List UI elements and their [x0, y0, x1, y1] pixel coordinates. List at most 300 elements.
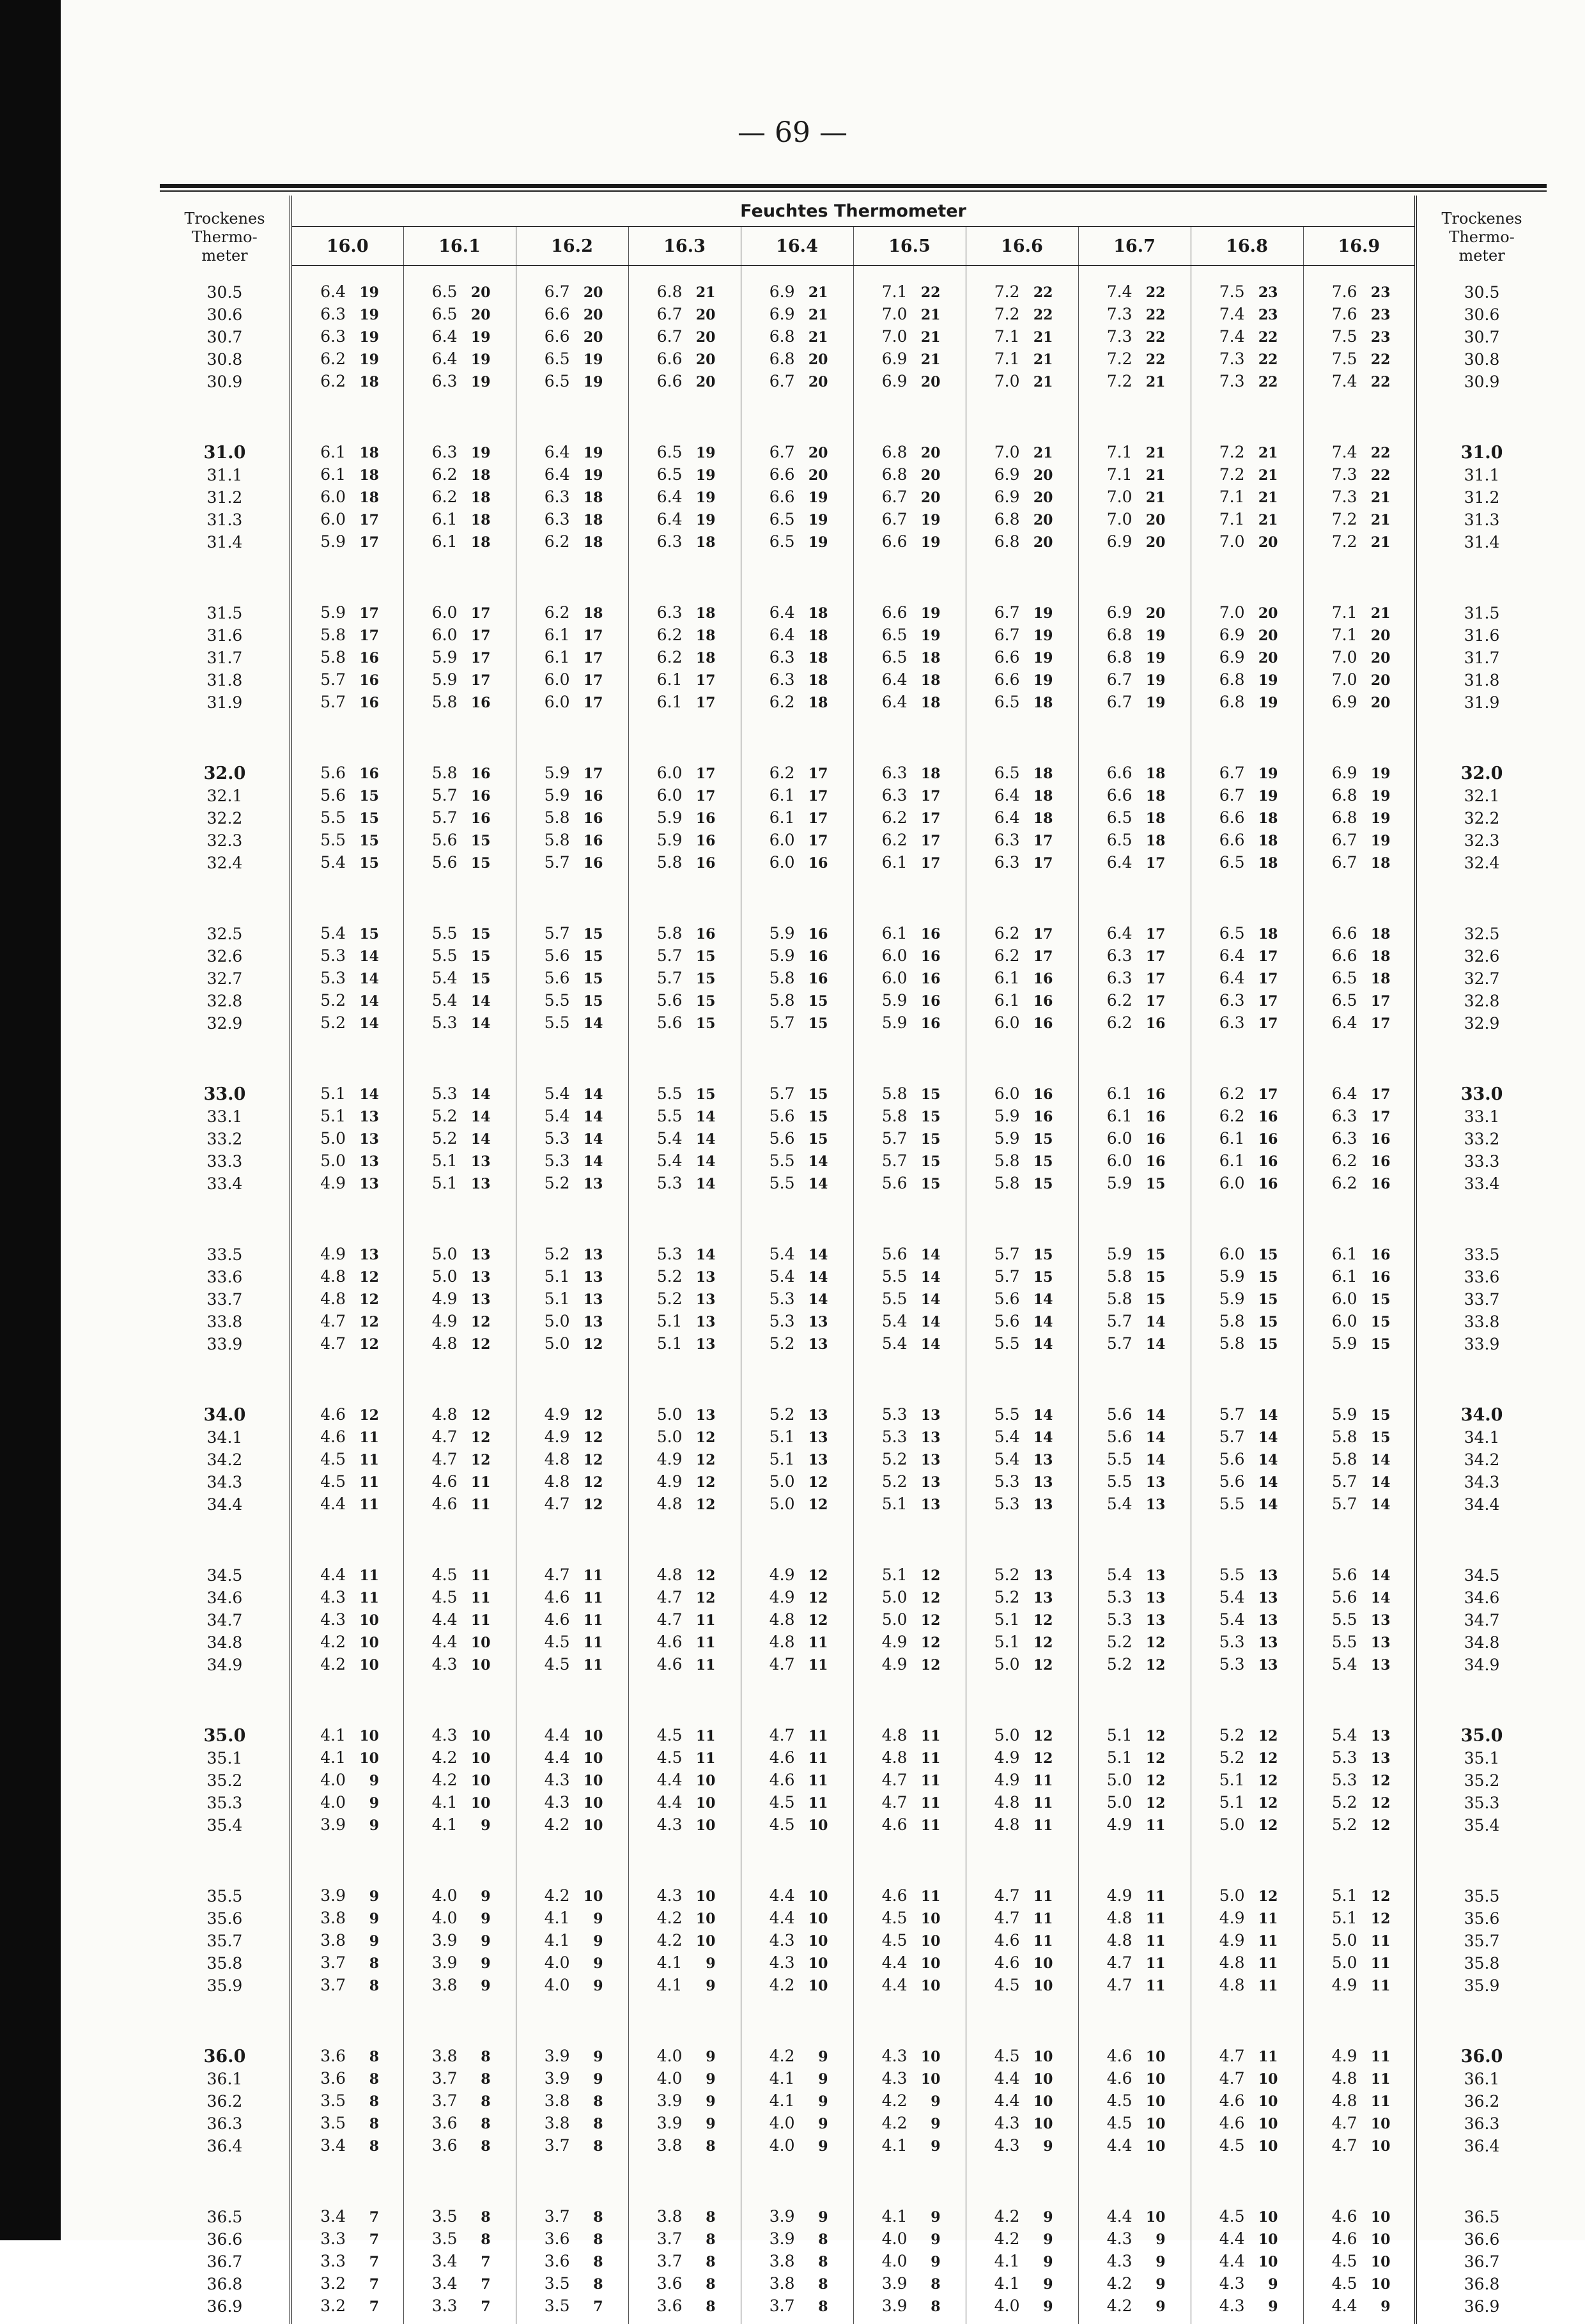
value-cell	[966, 371, 1078, 393]
table-row	[160, 1012, 1547, 1035]
value-cell	[1303, 1333, 1416, 1355]
humidity-percent: 16	[1020, 991, 1053, 1012]
humidity-percent: 10	[1245, 2069, 1278, 2090]
humidity-percent: 22	[1133, 350, 1166, 371]
humidity-percent: 15	[683, 991, 716, 1012]
vapor-value: 4.8	[516, 1449, 570, 1470]
value-cell	[291, 2135, 403, 2157]
humidity-percent: 21	[795, 327, 828, 348]
value-cell	[403, 691, 516, 714]
column-header: 16.0	[291, 227, 403, 266]
value-cell	[403, 2135, 516, 2157]
humidity-percent: 16	[570, 853, 603, 874]
value-cell	[1078, 531, 1191, 553]
value-cell	[516, 1404, 628, 1426]
vapor-value: 5.9	[1304, 1333, 1357, 1354]
spacer-cell	[741, 2157, 853, 2206]
humidity-percent: 12	[795, 1495, 828, 1516]
spacer-cell	[516, 1355, 628, 1404]
humidity-percent: 19	[908, 603, 941, 624]
value-cell	[741, 691, 853, 714]
vapor-value: 7.3	[1304, 464, 1357, 485]
value-cell	[966, 691, 1078, 714]
value-cell	[1078, 1609, 1191, 1631]
humidity-percent: 12	[795, 1610, 828, 1631]
humidity-percent: 11	[683, 1610, 716, 1631]
spacer-cell	[1416, 1355, 1547, 1404]
humidity-percent: 14	[458, 1107, 491, 1128]
value-cell	[516, 486, 628, 509]
vapor-value: 6.7	[629, 304, 683, 325]
value-cell	[628, 1654, 741, 1676]
humidity-percent: 17	[1245, 991, 1278, 1012]
humidity-percent: 8	[795, 2252, 828, 2273]
value-cell	[628, 2090, 741, 2112]
value-cell	[516, 531, 628, 553]
dry-temp-left: 32.0	[160, 762, 291, 785]
humidity-percent: 14	[908, 1289, 941, 1311]
vapor-value: 6.7	[1191, 762, 1245, 783]
value-cell	[1191, 1747, 1303, 1769]
humidity-percent: 10	[1245, 2229, 1278, 2251]
value-cell	[403, 785, 516, 807]
vapor-value: 4.0	[404, 1885, 458, 1906]
humidity-percent: 12	[908, 1610, 941, 1631]
vapor-value: 6.6	[629, 371, 683, 392]
humidity-percent: 14	[346, 991, 379, 1012]
humidity-percent: 18	[795, 670, 828, 691]
value-cell	[291, 2251, 403, 2273]
vapor-value: 6.5	[1191, 852, 1245, 873]
value-cell	[628, 1587, 741, 1609]
value-cell	[1078, 1885, 1191, 1907]
dry-temp-right: 31.4	[1416, 531, 1547, 553]
value-cell	[1078, 2206, 1191, 2228]
humidity-percent: 8	[346, 2136, 379, 2157]
value-cell	[853, 945, 966, 967]
humidity-percent: 11	[346, 1566, 379, 1587]
humidity-percent: 14	[1245, 1495, 1278, 1516]
spacer-cell	[1303, 1676, 1416, 1725]
vapor-value: 6.3	[1304, 1105, 1357, 1127]
humidity-percent: 18	[458, 488, 491, 509]
vapor-value: 4.5	[1191, 2206, 1245, 2227]
vapor-value: 6.4	[1079, 923, 1133, 944]
value-cell	[1303, 1311, 1416, 1333]
value-cell	[516, 1792, 628, 1814]
vapor-value: 4.9	[1191, 1907, 1245, 1928]
humidity-percent: 16	[1133, 1084, 1166, 1105]
spacer-cell	[160, 714, 291, 762]
value-cell	[628, 2295, 741, 2318]
dry-temp-left: 36.4	[160, 2135, 291, 2157]
value-cell	[966, 326, 1078, 348]
humidity-percent: 8	[346, 1953, 379, 1974]
humidity-percent: 10	[458, 1655, 491, 1676]
value-cell	[516, 829, 628, 852]
value-cell	[1191, 304, 1303, 326]
vapor-value: 6.0	[516, 691, 570, 712]
value-cell	[853, 509, 966, 531]
value-cell	[403, 2228, 516, 2251]
vapor-value: 5.1	[404, 1150, 458, 1171]
value-cell	[1078, 1012, 1191, 1035]
humidity-percent: 12	[1020, 1610, 1053, 1631]
table-row	[160, 967, 1547, 990]
vapor-value: 6.2	[292, 348, 346, 369]
value-cell	[516, 442, 628, 464]
value-cell	[628, 1311, 741, 1333]
humidity-percent: 19	[570, 443, 603, 464]
value-cell	[291, 2295, 403, 2318]
table-row	[160, 2135, 1547, 2157]
spacer-cell	[1078, 266, 1191, 282]
value-cell	[516, 647, 628, 669]
value-cell	[403, 967, 516, 990]
humidity-percent: 11	[1133, 1909, 1166, 1930]
value-cell	[516, 2251, 628, 2273]
dry-temp-right: 33.6	[1416, 1266, 1547, 1288]
spacer-cell	[853, 874, 966, 923]
vapor-value: 7.2	[1079, 348, 1133, 369]
vapor-value: 4.3	[516, 1769, 570, 1790]
humidity-percent: 19	[570, 350, 603, 371]
vapor-value: 3.7	[404, 2090, 458, 2111]
spacer-cell	[853, 2318, 966, 2324]
humidity-percent: 19	[570, 465, 603, 486]
humidity-percent: 10	[1245, 2207, 1278, 2228]
vapor-value: 5.9	[741, 923, 795, 944]
vapor-value: 4.5	[516, 1654, 570, 1675]
humidity-percent: 11	[1357, 1931, 1391, 1952]
vapor-value: 3.8	[741, 2273, 795, 2294]
vapor-value: 5.7	[1304, 1493, 1357, 1514]
value-cell	[628, 509, 741, 531]
vapor-value: 5.7	[1079, 1311, 1133, 1332]
value-cell	[516, 2112, 628, 2135]
humidity-percent: 15	[795, 1129, 828, 1150]
humidity-percent: 12	[908, 1655, 941, 1676]
value-cell	[403, 531, 516, 553]
humidity-percent: 10	[1133, 2207, 1166, 2228]
humidity-percent: 13	[1357, 1726, 1391, 1747]
dry-temp-right: 36.4	[1416, 2135, 1547, 2157]
vapor-value: 6.1	[1304, 1266, 1357, 1287]
humidity-percent: 12	[346, 1312, 379, 1333]
vapor-value: 5.4	[516, 1105, 570, 1127]
value-cell	[628, 1288, 741, 1311]
value-cell	[628, 1471, 741, 1493]
value-cell	[1191, 371, 1303, 393]
spacer-cell	[403, 1676, 516, 1725]
value-cell	[403, 2295, 516, 2318]
value-cell	[1303, 1725, 1416, 1747]
humidity-percent: 16	[1245, 1151, 1278, 1173]
vapor-value: 4.5	[741, 1814, 795, 1835]
humidity-percent: 11	[683, 1726, 716, 1747]
vapor-value: 5.5	[966, 1404, 1020, 1425]
value-cell	[1303, 1587, 1416, 1609]
vapor-value: 7.2	[966, 281, 1020, 302]
spacer-cell	[1303, 1195, 1416, 1243]
vapor-value: 6.2	[516, 531, 570, 552]
value-cell	[966, 1471, 1078, 1493]
vapor-value: 4.9	[1304, 2045, 1357, 2066]
humidity-percent: 18	[1133, 786, 1166, 807]
humidity-percent: 15	[1133, 1267, 1166, 1288]
value-cell	[1078, 1105, 1191, 1128]
value-cell	[291, 281, 403, 304]
humidity-percent: 13	[1357, 1633, 1391, 1654]
value-cell	[853, 348, 966, 371]
humidity-percent: 13	[570, 1289, 603, 1311]
vapor-value: 6.3	[966, 852, 1020, 873]
table-row	[160, 1609, 1547, 1631]
humidity-percent: 9	[1133, 2252, 1166, 2273]
spacer-cell	[741, 393, 853, 442]
vapor-value: 3.9	[292, 1814, 346, 1835]
value-cell	[853, 602, 966, 624]
vapor-value: 6.1	[741, 807, 795, 828]
vapor-value: 6.5	[854, 624, 908, 645]
value-cell	[403, 1974, 516, 1997]
vapor-value: 6.5	[516, 348, 570, 369]
spacer-cell	[628, 2157, 741, 2206]
spacer-cell	[966, 553, 1078, 602]
humidity-percent: 15	[908, 1151, 941, 1173]
vapor-value: 5.6	[292, 762, 346, 783]
vapor-value: 6.4	[1191, 945, 1245, 966]
vapor-value: 5.0	[1079, 1792, 1133, 1813]
vapor-value: 5.2	[1191, 1725, 1245, 1746]
vapor-value: 5.4	[966, 1449, 1020, 1470]
spacer-cell	[966, 2157, 1078, 2206]
vapor-value: 6.0	[1079, 1128, 1133, 1149]
vapor-value: 6.5	[1079, 829, 1133, 850]
value-cell	[403, 281, 516, 304]
value-cell	[966, 1974, 1078, 1997]
humidity-percent: 10	[1133, 2047, 1166, 2068]
humidity-percent: 20	[1245, 648, 1278, 669]
humidity-percent: 21	[1245, 465, 1278, 486]
vapor-value: 4.6	[1304, 2228, 1357, 2249]
humidity-percent: 21	[683, 282, 716, 304]
value-cell	[403, 1930, 516, 1952]
dry-temp-right: 33.3	[1416, 1150, 1547, 1173]
dry-temp-left: 34.1	[160, 1426, 291, 1449]
vapor-value: 4.7	[741, 1654, 795, 1675]
humidity-percent: 9	[1020, 2297, 1053, 2318]
humidity-percent: 13	[458, 1174, 491, 1195]
humidity-percent: 22	[1133, 327, 1166, 348]
vapor-value: 4.8	[1079, 1930, 1133, 1951]
value-cell	[853, 1885, 966, 1907]
spacer-cell	[1416, 1516, 1547, 1564]
dry-temp-right: 36.3	[1416, 2112, 1547, 2135]
humidity-percent: 19	[458, 350, 491, 371]
value-cell	[1303, 1266, 1416, 1288]
value-cell	[403, 923, 516, 945]
humidity-percent: 20	[1357, 626, 1391, 647]
dry-temp-left: 31.5	[160, 602, 291, 624]
vapor-value: 5.6	[741, 1105, 795, 1127]
humidity-percent: 10	[908, 1976, 941, 1997]
humidity-percent: 9	[1020, 2207, 1053, 2228]
humidity-percent: 18	[908, 670, 941, 691]
value-cell	[403, 2112, 516, 2135]
dry-temp-right: 35.5	[1416, 1885, 1547, 1907]
vapor-value: 5.0	[741, 1471, 795, 1492]
vapor-value: 4.2	[966, 2206, 1020, 2227]
humidity-percent: 12	[570, 1334, 603, 1355]
value-cell	[291, 1747, 403, 1769]
table-row	[160, 1930, 1547, 1952]
vapor-value: 6.0	[629, 762, 683, 783]
vapor-value: 5.9	[292, 602, 346, 623]
vapor-value: 5.3	[629, 1173, 683, 1194]
humidity-percent: 12	[1020, 1633, 1053, 1654]
dry-temp-left: 35.8	[160, 1952, 291, 1974]
humidity-percent: 20	[1357, 648, 1391, 669]
humidity-percent: 15	[683, 969, 716, 990]
spacer-cell	[966, 1676, 1078, 1725]
vapor-value: 4.6	[1191, 2112, 1245, 2134]
table-row	[160, 1311, 1547, 1333]
group-spacer	[160, 266, 1547, 282]
spacer-cell	[628, 266, 741, 282]
humidity-percent: 10	[1357, 2114, 1391, 2135]
humidity-percent: 10	[1133, 2136, 1166, 2157]
value-cell	[516, 1288, 628, 1311]
humidity-percent: 22	[1245, 350, 1278, 371]
spacer-cell	[1191, 1997, 1303, 2045]
value-cell	[741, 669, 853, 691]
dry-temp-left: 31.2	[160, 486, 291, 509]
vapor-value: 4.7	[854, 1792, 908, 1813]
humidity-percent: 8	[346, 1976, 379, 1997]
value-cell	[628, 1128, 741, 1150]
value-cell	[741, 2295, 853, 2318]
vapor-value: 6.2	[404, 486, 458, 507]
vapor-value: 4.6	[404, 1471, 458, 1492]
humidity-percent: 15	[1245, 1267, 1278, 1288]
vapor-value: 6.7	[854, 486, 908, 507]
vapor-value: 4.9	[854, 1654, 908, 1675]
humidity-percent: 7	[346, 2229, 379, 2251]
humidity-percent: 18	[683, 603, 716, 624]
value-cell	[403, 2068, 516, 2090]
humidity-percent: 17	[1020, 924, 1053, 945]
vapor-value: 5.6	[516, 945, 570, 966]
value-cell	[1191, 852, 1303, 874]
vapor-value: 5.1	[966, 1609, 1020, 1630]
value-cell	[403, 2251, 516, 2273]
humidity-percent: 13	[458, 1267, 491, 1288]
vapor-value: 6.5	[741, 509, 795, 530]
value-cell	[853, 1404, 966, 1426]
humidity-percent: 7	[458, 2252, 491, 2273]
vapor-value: 5.3	[516, 1150, 570, 1171]
humidity-percent: 11	[1133, 1976, 1166, 1997]
humidity-percent: 11	[1245, 1909, 1278, 1930]
humidity-percent: 19	[795, 510, 828, 531]
value-cell	[403, 1747, 516, 1769]
humidity-percent: 18	[1357, 946, 1391, 967]
spacer-cell	[516, 1676, 628, 1725]
spacer-cell	[628, 1195, 741, 1243]
value-cell	[966, 2295, 1078, 2318]
value-cell	[291, 326, 403, 348]
vapor-value: 4.0	[629, 2068, 683, 2089]
value-cell	[1303, 1173, 1416, 1195]
value-cell	[403, 647, 516, 669]
value-cell	[741, 2090, 853, 2112]
humidity-percent: 8	[458, 2229, 491, 2251]
spacer-cell	[160, 1997, 291, 2045]
humidity-percent: 14	[1245, 1450, 1278, 1471]
humidity-percent: 13	[458, 1245, 491, 1266]
humidity-percent: 11	[1133, 1815, 1166, 1836]
value-cell	[516, 785, 628, 807]
value-cell	[1078, 602, 1191, 624]
value-cell	[853, 1814, 966, 1836]
vapor-value: 6.0	[1304, 1311, 1357, 1332]
vapor-value: 5.0	[292, 1150, 346, 1171]
value-cell	[1191, 2228, 1303, 2251]
vapor-value: 5.4	[1304, 1654, 1357, 1675]
humidity-percent: 16	[1020, 969, 1053, 990]
humidity-percent: 17	[570, 626, 603, 647]
humidity-percent: 20	[1245, 626, 1278, 647]
table-row	[160, 2112, 1547, 2135]
humidity-percent: 15	[683, 946, 716, 967]
vapor-value: 4.4	[629, 1769, 683, 1790]
value-cell	[516, 1449, 628, 1471]
value-cell	[1078, 1426, 1191, 1449]
vapor-value: 7.1	[1191, 509, 1245, 530]
spacer-cell	[291, 2157, 403, 2206]
value-cell	[628, 326, 741, 348]
humidity-percent: 18	[908, 693, 941, 714]
value-cell	[516, 1631, 628, 1654]
vapor-value: 3.8	[516, 2112, 570, 2134]
spacer-cell	[403, 1355, 516, 1404]
vapor-value: 4.6	[741, 1769, 795, 1790]
value-cell	[516, 1974, 628, 1997]
value-cell	[853, 624, 966, 647]
value-cell	[853, 2206, 966, 2228]
vapor-value: 3.5	[292, 2090, 346, 2111]
humidity-percent: 10	[458, 1633, 491, 1654]
dry-temp-right: 32.4	[1416, 852, 1547, 874]
humidity-percent: 12	[1245, 1886, 1278, 1907]
spacer-cell	[403, 1516, 516, 1564]
value-cell	[1078, 624, 1191, 647]
vapor-value: 4.8	[629, 1564, 683, 1585]
value-cell	[1191, 2206, 1303, 2228]
humidity-percent: 18	[570, 488, 603, 509]
spacer-cell	[628, 1035, 741, 1083]
value-cell	[1078, 1725, 1191, 1747]
vapor-value: 5.5	[966, 1333, 1020, 1354]
vapor-value: 3.3	[404, 2295, 458, 2316]
value-cell	[1191, 1725, 1303, 1747]
humidity-percent: 11	[908, 1748, 941, 1769]
vapor-value: 4.6	[741, 1747, 795, 1768]
humidity-percent: 8	[570, 2252, 603, 2273]
vapor-value: 6.3	[741, 647, 795, 668]
spacer-cell	[741, 1035, 853, 1083]
